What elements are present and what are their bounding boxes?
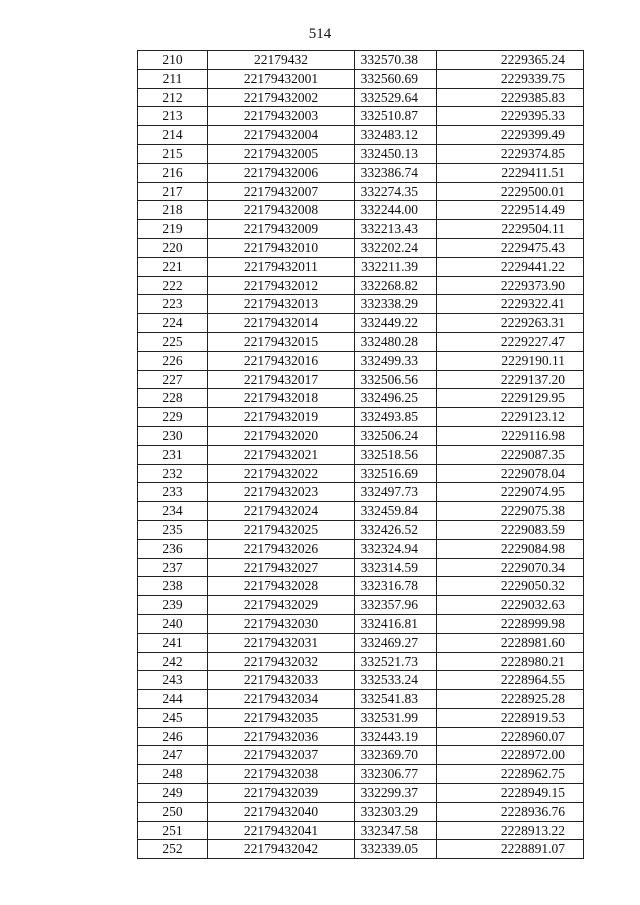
row-index-cell: 214 [138,126,208,145]
point-id-cell: 22179432029 [208,596,355,615]
table-row [138,690,584,709]
row-index-cell: 237 [138,558,208,577]
x-coordinate-cell: 332518.56 [355,445,437,464]
point-id-cell: 22179432033 [208,671,355,690]
table-row [138,558,584,577]
row-index-cell: 212 [138,88,208,107]
x-coordinate-cell: 332469.27 [355,633,437,652]
table-row [138,144,584,163]
y-coordinate-cell: 2228980.21 [437,652,584,671]
row-index-cell: 211 [138,69,208,88]
x-coordinate-cell: 332386.74 [355,163,437,182]
row-index-cell: 219 [138,220,208,239]
point-id-cell: 22179432002 [208,88,355,107]
x-coordinate-cell: 332338.29 [355,295,437,314]
y-coordinate-cell: 2229504.11 [437,220,584,239]
point-id-cell: 22179432026 [208,539,355,558]
table-row [138,671,584,690]
y-coordinate-cell: 2229339.75 [437,69,584,88]
point-id-cell: 22179432034 [208,690,355,709]
x-coordinate-cell: 332316.78 [355,577,437,596]
page-number: 514 [308,26,332,42]
y-coordinate-cell: 2229374.85 [437,144,584,163]
point-id-cell: 22179432011 [208,257,355,276]
y-coordinate-cell: 2228949.15 [437,784,584,803]
x-coordinate-cell: 332483.12 [355,126,437,145]
x-coordinate-cell: 332541.83 [355,690,437,709]
table-row [138,633,584,652]
point-id-cell: 22179432006 [208,163,355,182]
point-id-cell: 22179432003 [208,107,355,126]
table-row [138,107,584,126]
y-coordinate-cell: 2228936.76 [437,802,584,821]
table-row [138,840,584,859]
point-id-cell: 22179432001 [208,69,355,88]
point-id-cell: 22179432019 [208,408,355,427]
x-coordinate-cell: 332213.43 [355,220,437,239]
table-row [138,502,584,521]
point-id-cell: 22179432016 [208,351,355,370]
coordinates-table-body [138,51,584,859]
point-id-cell: 22179432036 [208,727,355,746]
x-coordinate-cell: 332324.94 [355,539,437,558]
x-coordinate-cell: 332299.37 [355,784,437,803]
x-coordinate-cell: 332506.24 [355,426,437,445]
row-index-cell: 251 [138,821,208,840]
y-coordinate-cell: 2229137.20 [437,370,584,389]
row-index-cell: 222 [138,276,208,295]
row-index-cell: 247 [138,746,208,765]
y-coordinate-cell: 2229050.32 [437,577,584,596]
point-id-cell: 22179432040 [208,802,355,821]
x-coordinate-cell: 332450.13 [355,144,437,163]
x-coordinate-cell: 332339.05 [355,840,437,859]
table-row [138,314,584,333]
row-index-cell: 220 [138,238,208,257]
y-coordinate-cell: 2229263.31 [437,314,584,333]
x-coordinate-cell: 332369.70 [355,746,437,765]
row-index-cell: 244 [138,690,208,709]
x-coordinate-cell: 332416.81 [355,614,437,633]
y-coordinate-cell: 2228999.98 [437,614,584,633]
y-coordinate-cell: 2229514.49 [437,201,584,220]
table-row [138,802,584,821]
y-coordinate-cell: 2229441.22 [437,257,584,276]
row-index-cell: 216 [138,163,208,182]
y-coordinate-cell: 2229475.43 [437,238,584,257]
point-id-cell: 22179432042 [208,840,355,859]
x-coordinate-cell: 332496.25 [355,389,437,408]
x-coordinate-cell: 332480.28 [355,332,437,351]
row-index-cell: 225 [138,332,208,351]
table-row [138,596,584,615]
x-coordinate-cell: 332510.87 [355,107,437,126]
x-coordinate-cell: 332497.73 [355,483,437,502]
row-index-cell: 252 [138,840,208,859]
y-coordinate-cell: 2229116.98 [437,426,584,445]
row-index-cell: 248 [138,765,208,784]
point-id-cell: 22179432012 [208,276,355,295]
x-coordinate-cell: 332521.73 [355,652,437,671]
row-index-cell: 230 [138,426,208,445]
x-coordinate-cell: 332531.99 [355,708,437,727]
table-row [138,652,584,671]
table-row [138,332,584,351]
x-coordinate-cell: 332516.69 [355,464,437,483]
row-index-cell: 240 [138,614,208,633]
table-row [138,727,584,746]
point-id-cell: 22179432035 [208,708,355,727]
point-id-cell: 22179432009 [208,220,355,239]
row-index-cell: 242 [138,652,208,671]
row-index-cell: 223 [138,295,208,314]
row-index-cell: 249 [138,784,208,803]
row-index-cell: 238 [138,577,208,596]
row-index-cell: 226 [138,351,208,370]
y-coordinate-cell: 2229373.90 [437,276,584,295]
y-coordinate-cell: 2229083.59 [437,520,584,539]
row-index-cell: 241 [138,633,208,652]
y-coordinate-cell: 2229087.35 [437,445,584,464]
point-id-cell: 22179432017 [208,370,355,389]
x-coordinate-cell: 332443.19 [355,727,437,746]
point-id-cell: 22179432031 [208,633,355,652]
point-id-cell: 22179432013 [208,295,355,314]
row-index-cell: 239 [138,596,208,615]
table-row [138,182,584,201]
y-coordinate-cell: 2229322.41 [437,295,584,314]
point-id-cell: 22179432020 [208,426,355,445]
point-id-cell: 22179432027 [208,558,355,577]
y-coordinate-cell: 2229074.95 [437,483,584,502]
x-coordinate-cell: 332493.85 [355,408,437,427]
table-row [138,88,584,107]
x-coordinate-cell: 332449.22 [355,314,437,333]
y-coordinate-cell: 2228913.22 [437,821,584,840]
coordinates-table [137,50,584,859]
x-coordinate-cell: 332570.38 [355,51,437,70]
y-coordinate-cell: 2228925.28 [437,690,584,709]
table-row [138,69,584,88]
y-coordinate-cell: 2229032.63 [437,596,584,615]
point-id-cell: 22179432 [208,51,355,70]
x-coordinate-cell: 332357.96 [355,596,437,615]
table-row [138,445,584,464]
table-row [138,614,584,633]
table-row [138,539,584,558]
y-coordinate-cell: 2229227.47 [437,332,584,351]
row-index-cell: 233 [138,483,208,502]
row-index-cell: 246 [138,727,208,746]
point-id-cell: 22179432021 [208,445,355,464]
table-row [138,765,584,784]
x-coordinate-cell: 332306.77 [355,765,437,784]
y-coordinate-cell: 2229411.51 [437,163,584,182]
row-index-cell: 213 [138,107,208,126]
y-coordinate-cell: 2228960.07 [437,727,584,746]
x-coordinate-cell: 332211.39 [355,257,437,276]
row-index-cell: 236 [138,539,208,558]
row-index-cell: 243 [138,671,208,690]
y-coordinate-cell: 2228981.60 [437,633,584,652]
point-id-cell: 22179432041 [208,821,355,840]
table-row [138,220,584,239]
y-coordinate-cell: 2229500.01 [437,182,584,201]
x-coordinate-cell: 332268.82 [355,276,437,295]
table-row [138,163,584,182]
x-coordinate-cell: 332529.64 [355,88,437,107]
x-coordinate-cell: 332303.29 [355,802,437,821]
y-coordinate-cell: 2229385.83 [437,88,584,107]
table-row [138,708,584,727]
point-id-cell: 22179432022 [208,464,355,483]
table-row [138,464,584,483]
point-id-cell: 22179432024 [208,502,355,521]
y-coordinate-cell: 2228891.07 [437,840,584,859]
table-row [138,821,584,840]
table-row [138,201,584,220]
y-coordinate-cell: 2228964.55 [437,671,584,690]
table-row [138,408,584,427]
point-id-cell: 22179432008 [208,201,355,220]
point-id-cell: 22179432018 [208,389,355,408]
y-coordinate-cell: 2229395.33 [437,107,584,126]
y-coordinate-cell: 2229399.49 [437,126,584,145]
row-index-cell: 221 [138,257,208,276]
x-coordinate-cell: 332560.69 [355,69,437,88]
table-row [138,257,584,276]
row-index-cell: 234 [138,502,208,521]
y-coordinate-cell: 2229129.95 [437,389,584,408]
x-coordinate-cell: 332274.35 [355,182,437,201]
y-coordinate-cell: 2228962.75 [437,765,584,784]
y-coordinate-cell: 2229070.34 [437,558,584,577]
table-row [138,238,584,257]
y-coordinate-cell: 2228972.00 [437,746,584,765]
point-id-cell: 22179432023 [208,483,355,502]
x-coordinate-cell: 332506.56 [355,370,437,389]
table-row [138,51,584,70]
row-index-cell: 235 [138,520,208,539]
point-id-cell: 22179432007 [208,182,355,201]
row-index-cell: 215 [138,144,208,163]
row-index-cell: 250 [138,802,208,821]
point-id-cell: 22179432037 [208,746,355,765]
point-id-cell: 22179432028 [208,577,355,596]
x-coordinate-cell: 332202.24 [355,238,437,257]
y-coordinate-cell: 2229365.24 [437,51,584,70]
point-id-cell: 22179432004 [208,126,355,145]
row-index-cell: 228 [138,389,208,408]
row-index-cell: 217 [138,182,208,201]
table-row [138,295,584,314]
table-row [138,426,584,445]
x-coordinate-cell: 332499.33 [355,351,437,370]
table-row [138,784,584,803]
point-id-cell: 22179432010 [208,238,355,257]
table-row [138,483,584,502]
table-row [138,746,584,765]
table-row [138,126,584,145]
x-coordinate-cell: 332244.00 [355,201,437,220]
row-index-cell: 232 [138,464,208,483]
y-coordinate-cell: 2229078.04 [437,464,584,483]
x-coordinate-cell: 332533.24 [355,671,437,690]
table-row [138,520,584,539]
table-row [138,370,584,389]
y-coordinate-cell: 2229190.11 [437,351,584,370]
x-coordinate-cell: 332347.58 [355,821,437,840]
y-coordinate-cell: 2229123.12 [437,408,584,427]
table-row [138,351,584,370]
row-index-cell: 218 [138,201,208,220]
x-coordinate-cell: 332314.59 [355,558,437,577]
row-index-cell: 210 [138,51,208,70]
row-index-cell: 245 [138,708,208,727]
y-coordinate-cell: 2228919.53 [437,708,584,727]
point-id-cell: 22179432014 [208,314,355,333]
table-row [138,276,584,295]
point-id-cell: 22179432039 [208,784,355,803]
x-coordinate-cell: 332459.84 [355,502,437,521]
point-id-cell: 22179432032 [208,652,355,671]
row-index-cell: 224 [138,314,208,333]
table-row [138,389,584,408]
row-index-cell: 231 [138,445,208,464]
row-index-cell: 227 [138,370,208,389]
row-index-cell: 229 [138,408,208,427]
point-id-cell: 22179432015 [208,332,355,351]
point-id-cell: 22179432038 [208,765,355,784]
table-row [138,577,584,596]
y-coordinate-cell: 2229084.98 [437,539,584,558]
x-coordinate-cell: 332426.52 [355,520,437,539]
point-id-cell: 22179432030 [208,614,355,633]
point-id-cell: 22179432025 [208,520,355,539]
point-id-cell: 22179432005 [208,144,355,163]
y-coordinate-cell: 2229075.38 [437,502,584,521]
